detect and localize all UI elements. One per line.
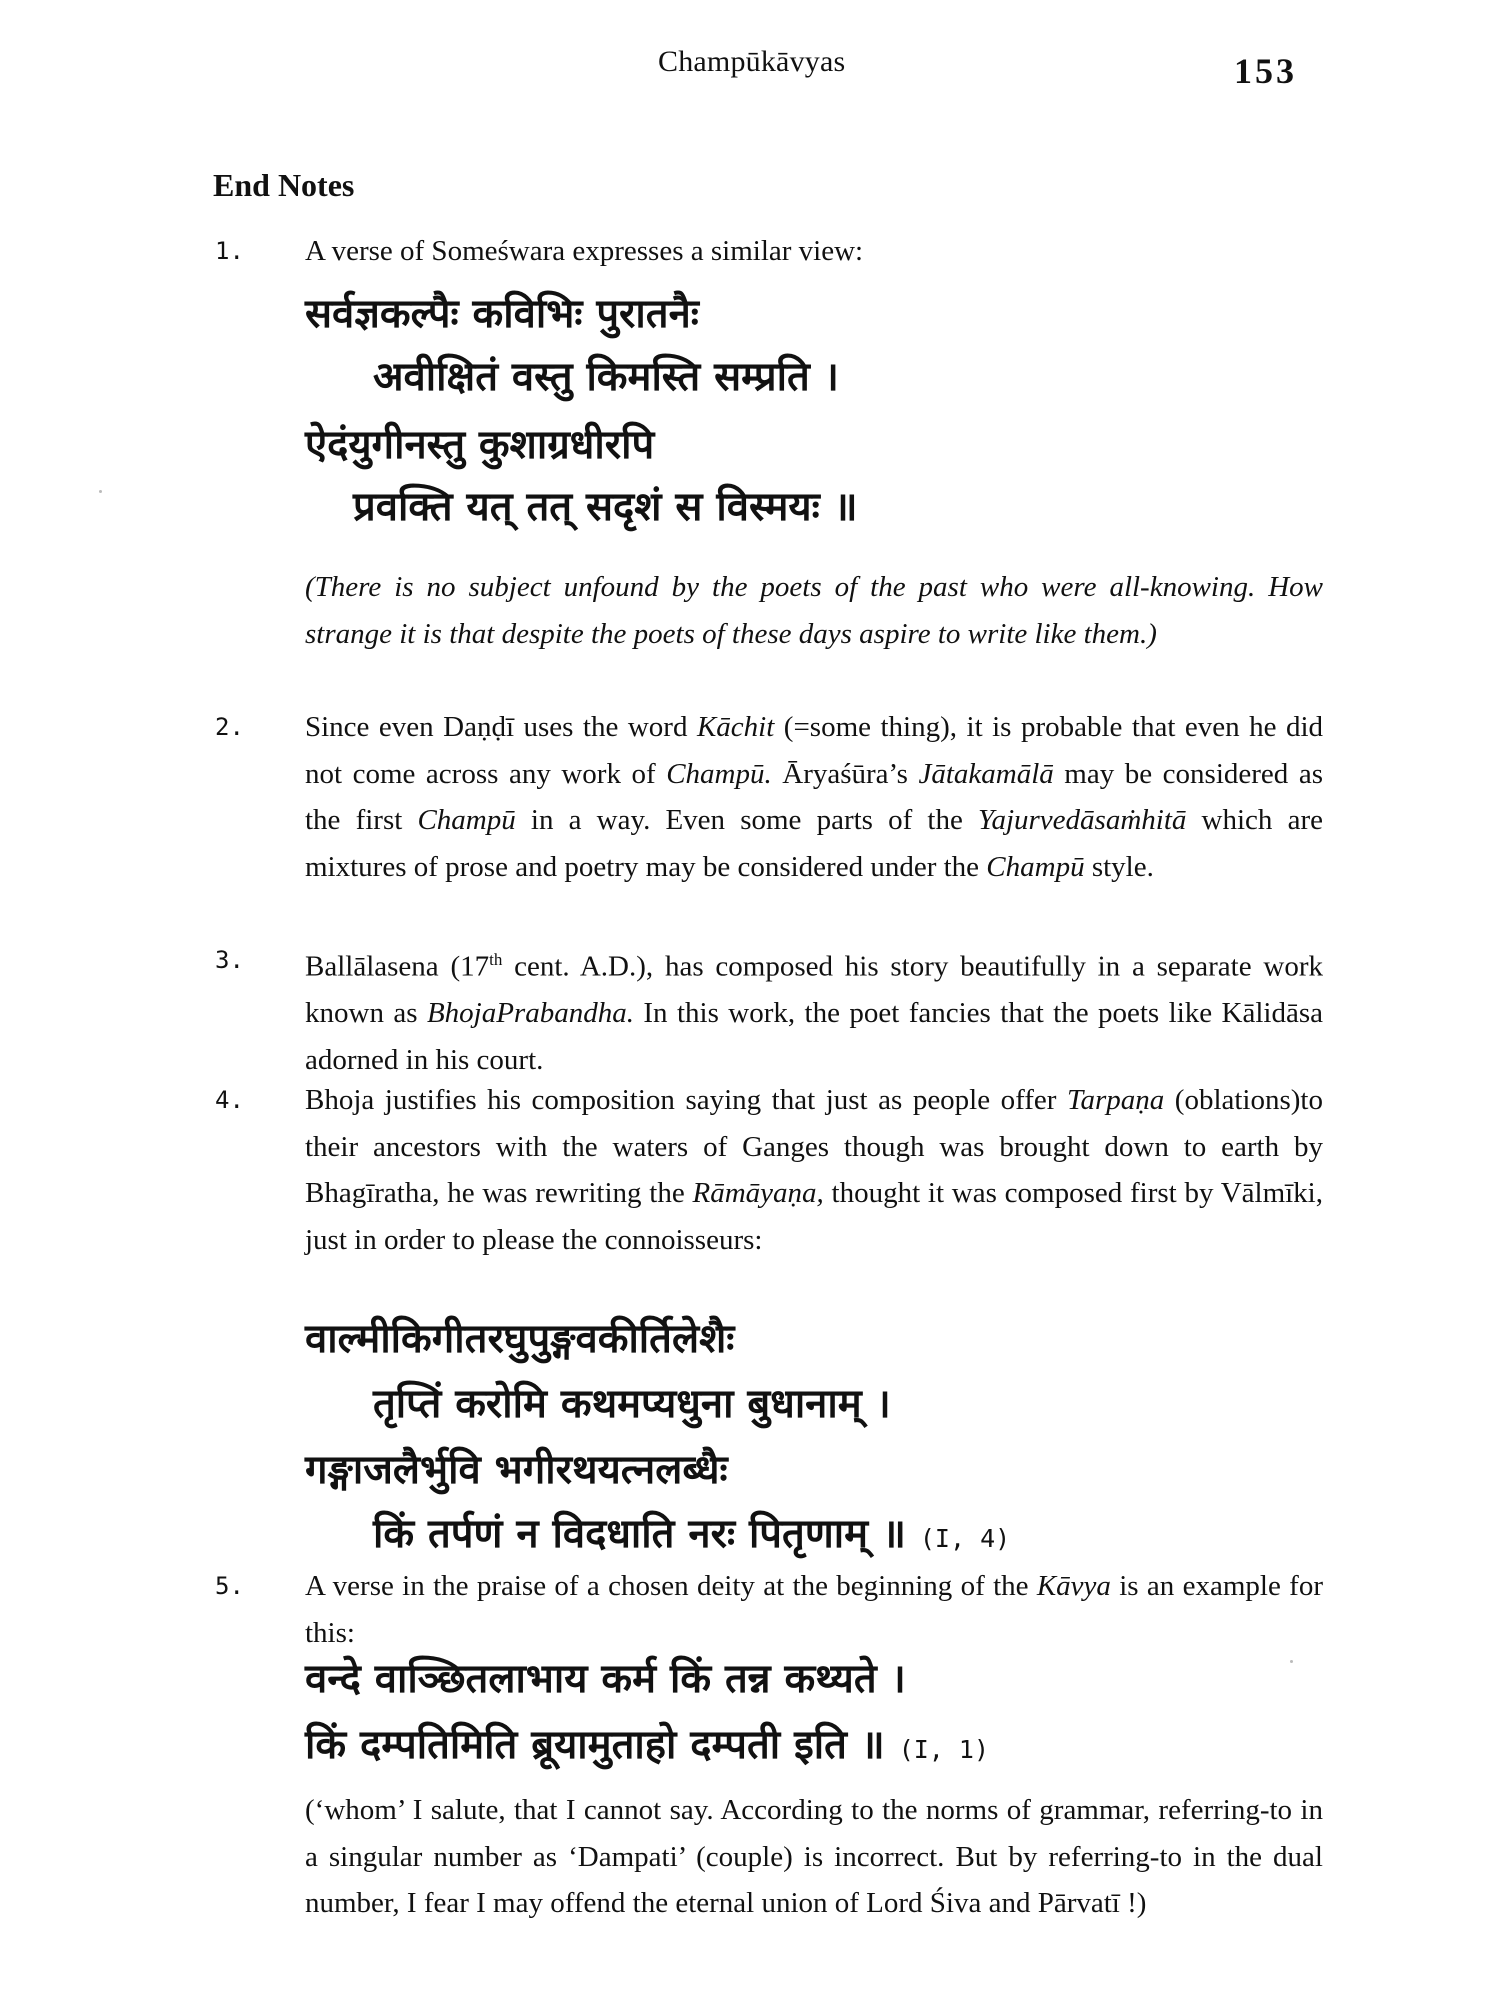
- note-intro: A verse of Someśwara expresses a similar view:: [305, 235, 864, 267]
- end-note-1: [213, 228, 1323, 275]
- end-note-5: [213, 1563, 1323, 1656]
- verse-line: सर्वज्ञकल्पैः कविभिः पुरातनैः: [305, 291, 699, 337]
- verse-line: गङ्गाजलैर्भुवि भगीरथयत्नलब्धैः: [305, 1447, 728, 1493]
- scan-speck: [1290, 1660, 1293, 1663]
- note-text: A verse in the praise of a chosen deity at the beginning of the Kāvya is an example for this:: [305, 1570, 1323, 1649]
- note-text: Bhoja justifies his composition saying that just as people offer Tarpaṇa (oblations)to their ancestors with the waters of Ganges though was brought down to earth by Bhagīratha, he was rewriting the Rāmāyaṇa, thought it was composed first by Vālmīki, just in order to please the connoisseurs:: [305, 1084, 1323, 1256]
- verse-translation: (‘whom’ I salute, that I cannot say. According to the norms of grammar, referring-to in a singular number as ‘Dampati’ (couple) is incorrect. But by referring-to in the dual number, I fear I may offend the eternal union of Lord Śiva and Pārvatī !): [305, 1794, 1323, 1919]
- verse-reference: (I, 4): [919, 1524, 1011, 1553]
- verse-line: किं दम्पतिमिति ब्रूयामुताहो दम्पती इति ॥ (I, 1): [305, 1722, 989, 1768]
- verse-line: अवीक्षितं वस्तु किमस्ति सम्प्रति ।: [373, 354, 839, 400]
- verse-line: वाल्मीकिगीतरघुपुङ्गवकीर्तिलेशैः: [305, 1316, 735, 1362]
- note-text: Since even Daṇḍī uses the word Kāchit (=some thing), it is probable that even he did not come across any work of Champū. Āryaśūra’s Jātakamālā may be considered as the first Champū in a way. Even some parts of the Yajurvedāsaṁhitā which are mixtures of prose and poetry may be considered under the Champū style.: [305, 711, 1324, 883]
- verse-reference: (I, 1): [898, 1735, 989, 1764]
- note-number: 1.: [215, 237, 244, 265]
- section-heading: End Notes: [213, 167, 355, 203]
- verse-line: ऐदंयुगीनस्तु कुशाग्रधीरपि: [305, 422, 655, 468]
- end-note-3: [213, 937, 1323, 1083]
- verse-line: किं तर्पणं न विदधाति नरः पितृणाम् ॥ (I, 4): [373, 1511, 1011, 1557]
- note-number: 2.: [215, 713, 244, 741]
- note-text: Ballālasena (17th cent. A.D.), has composed his story beautifully in a separate work known as BhojaPrabandha. In this work, the poet fancies that the poets like Kālidāsa adorned in his court.: [305, 950, 1323, 1076]
- scan-speck: [99, 490, 102, 493]
- note-number: 5.: [215, 1572, 244, 1600]
- page-number: 153: [1234, 51, 1297, 91]
- note-number: 3.: [215, 946, 244, 974]
- verse-translation: (There is no subject unfound by the poets of the past who were all-knowing. How strange it is that despite the poets of these days aspire to write like them.): [305, 571, 1323, 650]
- verse-line: प्रवक्ति यत् तत् सदृशं स विस्मयः ॥: [353, 484, 858, 530]
- verse-line: तृप्तिं करोमि कथमप्यधुना बुधानाम् ।: [373, 1381, 891, 1427]
- verse-line: वन्दे वाञ्छितलाभाय कर्म किं तन्न कथ्यते ।: [305, 1656, 906, 1702]
- end-note-4: [213, 1077, 1323, 1263]
- end-note-2: [213, 704, 1323, 890]
- running-title: Champūkāvyas: [658, 45, 846, 78]
- note-number: 4.: [215, 1086, 244, 1114]
